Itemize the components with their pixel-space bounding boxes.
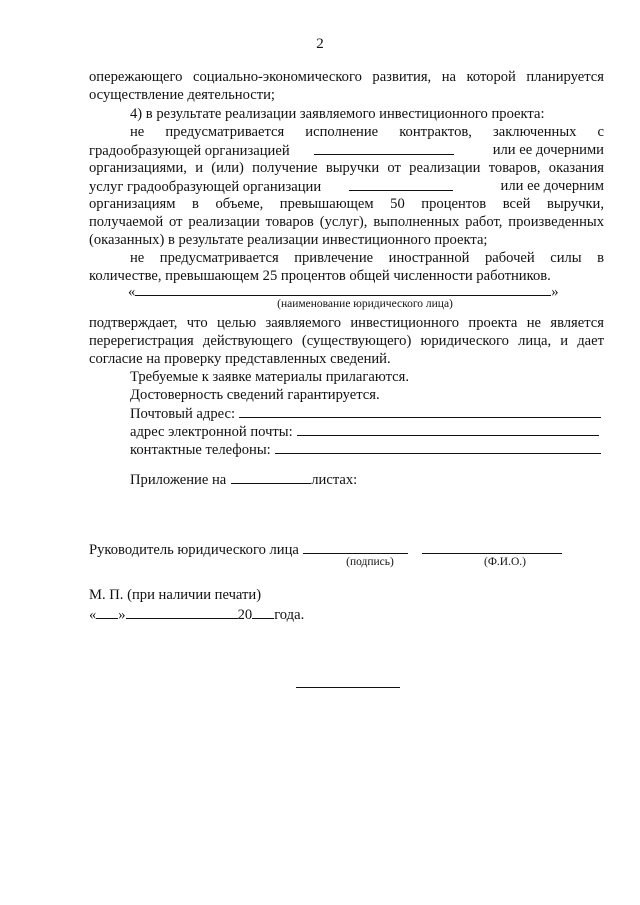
paragraph-line: количестве, превышающем 25 процентов общей численности работников. xyxy=(89,268,551,284)
blank-month xyxy=(126,605,238,619)
blank-organization xyxy=(314,141,454,155)
blank-year xyxy=(252,605,274,619)
paragraph-line: осуществление деятельности; xyxy=(89,87,275,103)
blank-postal-address xyxy=(239,404,601,418)
materials-text: Требуемые к заявке материалы прилагаются. xyxy=(130,369,409,385)
closing-rule xyxy=(296,687,400,688)
paragraph-line: подтверждает, что целью заявляемого инвестиционного проекта не является xyxy=(89,315,604,331)
blank-organization xyxy=(349,177,453,191)
blank-entity-name xyxy=(135,282,551,296)
appendix-row: Приложение на листах: xyxy=(130,472,358,488)
paragraph-line: организациям в объеме, превышающем 50 процентов всей выручки, xyxy=(89,196,604,212)
paragraph-line: получаемой от реализации товаров (услуг), выполненных работ, произведенных xyxy=(89,214,604,230)
blank-full-name xyxy=(422,540,562,554)
signature-caption: (подпись) xyxy=(346,556,394,568)
phones-row: контактные телефоны: xyxy=(130,440,604,459)
item-4-heading: 4) в результате реализации заявляемого инвестиционного проекта: xyxy=(130,106,545,122)
paragraph-line: согласие на проверку представленных сведений. xyxy=(89,351,391,367)
page-number: 2 xyxy=(316,36,324,52)
paragraph-line: (оказанных) в результате реализации инвестиционного проекта; xyxy=(89,232,488,248)
head-signature-row: Руководитель юридического лица xyxy=(89,540,604,559)
paragraph-line: опережающего социально-экономического развития, на которой планируется xyxy=(89,69,604,85)
blank-phones xyxy=(275,440,601,454)
blank-signature xyxy=(303,540,408,554)
paragraph-line: организациями, и (или) получение выручки от реализации товаров, оказания xyxy=(89,160,604,176)
seal-note: М. П. (при наличии печати) xyxy=(89,587,262,603)
blank-sheets xyxy=(231,470,311,484)
full-name-caption: (Ф.И.О.) xyxy=(484,556,526,568)
blank-day xyxy=(96,605,118,619)
paragraph-line: не предусматривается исполнение контрактов, заключенных с xyxy=(130,124,604,140)
date-row: « » 20 года. xyxy=(89,607,305,623)
postal-address-row: Почтовый адрес: xyxy=(130,404,604,423)
blank-email xyxy=(297,422,599,436)
entity-name-line: « » xyxy=(128,284,559,300)
paragraph-line: услуг градообразующей организации или ее дочерним xyxy=(89,178,604,195)
email-row: адрес электронной почты: xyxy=(130,422,604,441)
paragraph-line: не предусматривается привлечение иностранной рабочей силы в xyxy=(130,250,604,266)
paragraph-line: градообразующей организацией или ее дочерними xyxy=(89,142,604,159)
paragraph-line: перерегистрация действующего (существующего) юридического лица, и дает xyxy=(89,333,604,349)
entity-caption: (наименование юридического лица) xyxy=(277,298,453,310)
reliability-text: Достоверность сведений гарантируется. xyxy=(130,387,380,403)
